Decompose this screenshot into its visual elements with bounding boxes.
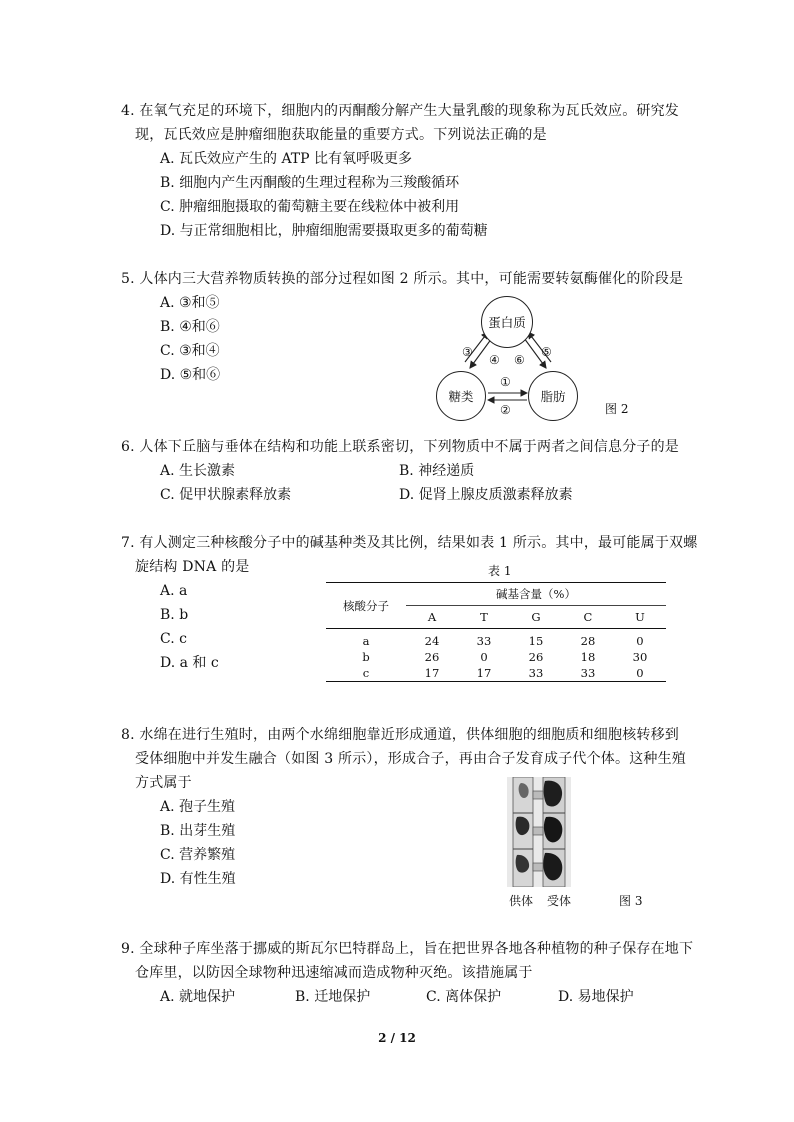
label-5: ⑤ (541, 345, 552, 359)
figure-2-caption: 图 2 (605, 402, 629, 416)
sugar-node: 糖类 (436, 371, 486, 421)
label-4: ④ (489, 353, 500, 367)
table-cell: 33 (528, 666, 544, 680)
q9-stem-line1: 9. 全球种子库坐落于挪威的斯瓦尔巴特群岛上，旨在把世界各地各种植物的种子保存在地下 (121, 941, 694, 957)
q9-option-d: D. 易地保护 (558, 989, 634, 1005)
table-cell: 33 (580, 666, 596, 680)
q7-option-a: A. a (160, 583, 188, 599)
q8-option-a: A. 孢子生殖 (160, 799, 236, 815)
q5-option-d: D. ⑤和⑥ (160, 367, 221, 383)
q7-stem-line1: 7. 有人测定三种核酸分子中的碱基种类及其比例，结果如表 1 所示。其中，最可能属于双螺 (121, 535, 698, 551)
q5-option-b: B. ④和⑥ (160, 319, 220, 335)
q5-stem-line1: 5. 人体内三大营养物质转换的部分过程如图 2 所示。其中，可能需要转氨酶催化的阶段是 (121, 271, 684, 287)
q8-stem-line1: 8. 水绵在进行生殖时，由两个水绵细胞靠近形成通道，供体细胞的细胞质和细胞核转移到 (121, 727, 680, 743)
spirogyra-micrograph (507, 777, 571, 887)
q4-option-a: A. 瓦氏效应产生的 ATP 比有氧呼吸更多 (160, 151, 413, 167)
table-cell: 26 (528, 650, 544, 664)
label-2: ② (500, 403, 511, 417)
table-cell: 26 (424, 650, 440, 664)
q9-option-b: B. 迁地保护 (295, 989, 371, 1005)
q7-option-d: D. a 和 c (160, 655, 219, 671)
q4-option-d: D. 与正常细胞相比，肿瘤细胞需要摄取更多的葡萄糖 (160, 223, 488, 239)
q8-stem-line3: 方式属于 (135, 775, 192, 791)
page-number: 2 / 12 (378, 1031, 416, 1045)
table-col-header: U (635, 610, 645, 624)
table-1 (326, 582, 666, 682)
table-row (326, 665, 666, 681)
table-cell: 0 (636, 634, 644, 648)
table-cell: 28 (580, 634, 596, 648)
q7-option-c: C. c (160, 631, 187, 647)
recipient-label: 受体 (547, 894, 572, 908)
table-row-header: 核酸分子 (343, 598, 389, 613)
q4-stem-line2: 现，瓦氏效应是肿瘤细胞获取能量的重要方式。下列说法正确的是 (135, 127, 547, 143)
table-col-header: G (531, 610, 541, 624)
table-group-header: 碱基含量（%） (406, 583, 666, 606)
q8-stem-line2: 受体细胞中并发生融合（如图 3 所示），形成合子，再由合子发育成子代个体。这种生殖 (135, 751, 687, 767)
label-6: ⑥ (514, 353, 525, 367)
q7-stem-line2: 旋结构 DNA 的是 (135, 559, 250, 575)
label-3: ③ (462, 345, 473, 359)
table-cell: 17 (424, 666, 440, 680)
protein-node: 蛋白质 (481, 296, 533, 348)
q9-option-c: C. 离体保护 (426, 989, 502, 1005)
fat-node: 脂肪 (528, 371, 578, 421)
table-cell: 0 (636, 666, 644, 680)
q9-stem-line2: 仓库里，以防因全球物种迅速缩减而造成物种灭绝。该措施属于 (135, 965, 533, 981)
figure-3-caption: 图 3 (619, 894, 643, 908)
q8-option-d: D. 有性生殖 (160, 871, 236, 887)
table-row (326, 629, 666, 650)
table-cell: 15 (528, 634, 544, 648)
donor-label: 供体 (509, 894, 534, 908)
table-col-header: C (583, 610, 593, 624)
q7-option-b: B. b (160, 607, 189, 623)
table-row-name: b (362, 650, 370, 664)
q6-option-c: C. 促甲状腺素释放素 (160, 487, 292, 503)
q5-option-a: A. ③和⑤ (160, 295, 220, 311)
table-row (326, 649, 666, 665)
q8-option-c: C. 营养繁殖 (160, 847, 236, 863)
table-cell: 24 (424, 634, 440, 648)
q6-option-b: B. 神经递质 (399, 463, 475, 479)
q6-stem-line1: 6. 人体下丘脑与垂体在结构和功能上联系密切，下列物质中不属于两者之间信息分子的是 (121, 439, 680, 455)
table-cell: 17 (476, 666, 492, 680)
q6-option-a: A. 生长激素 (160, 463, 236, 479)
table-cell: 33 (476, 634, 492, 648)
q6-option-d: D. 促肾上腺皮质激素释放素 (399, 487, 573, 503)
q5-option-c: C. ③和④ (160, 343, 220, 359)
table-row-name: a (362, 634, 370, 648)
table-cell: 0 (480, 650, 488, 664)
table-1-caption: 表 1 (488, 564, 512, 578)
table-cell: 30 (632, 650, 648, 664)
q9-option-a: A. 就地保护 (160, 989, 236, 1005)
q4-stem-line1: 4. 在氧气充足的环境下，细胞内的丙酮酸分解产生大量乳酸的现象称为瓦氏效应。研究发 (121, 103, 680, 119)
q4-option-c: C. 肿瘤细胞摄取的葡萄糖主要在线粒体中被利用 (160, 199, 460, 215)
q8-option-b: B. 出芽生殖 (160, 823, 236, 839)
table-cell: 18 (580, 650, 596, 664)
table-col-header: A (427, 610, 437, 624)
label-1: ① (500, 375, 511, 389)
table-col-header: T (480, 610, 488, 624)
q4-option-b: B. 细胞内产生丙酮酸的生理过程称为三羧酸循环 (160, 175, 460, 191)
table-row-name: c (362, 666, 370, 680)
